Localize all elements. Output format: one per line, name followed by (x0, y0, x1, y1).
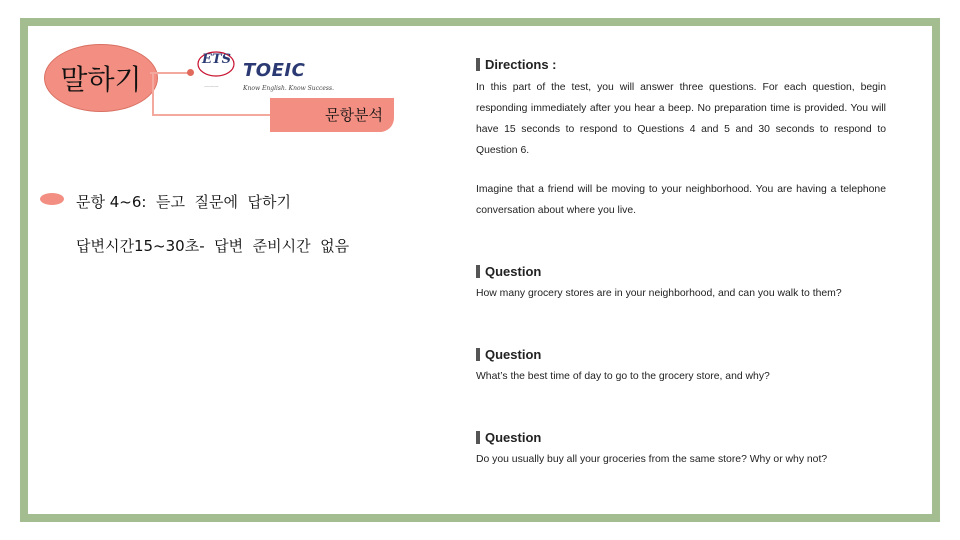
toeic-logo: TOEIC (243, 60, 306, 81)
section-badge: 말하기 (44, 44, 158, 112)
bullet-icon (40, 193, 64, 205)
ets-logo-subtext: ㅡㅡㅡ (204, 85, 219, 91)
question-title: Question (485, 430, 542, 445)
directions-section (476, 57, 886, 161)
question-text: Do you usually buy all your groceries from the same store? Why or why not? (476, 454, 828, 465)
heading-bar-icon (476, 348, 480, 361)
directions-heading (476, 57, 886, 72)
question-heading (476, 264, 886, 279)
question-text: How many grocery stores are in your neighborhood, and can you walk to them? (476, 288, 842, 299)
question-block (476, 347, 886, 387)
heading-bar-icon (476, 58, 480, 71)
question-title: Question (485, 264, 542, 279)
directions-title: Directions : (485, 57, 557, 72)
item-description: 문항 4~6: 듣고 질문에 답하기 (76, 193, 291, 211)
question-title: Question (485, 347, 542, 362)
question-text: What’s the best time of day to go to the grocery store, and why? (476, 371, 770, 382)
analysis-tab-label: 문항분석 (325, 106, 383, 124)
toeic-tagline: Know English. Know Success. (243, 85, 334, 92)
connector-line-vertical (152, 74, 154, 116)
question-block (476, 430, 886, 470)
question-heading (476, 430, 886, 445)
heading-bar-icon (476, 431, 480, 444)
scenario-section (476, 179, 886, 221)
connector-line-lower (152, 114, 274, 116)
connector-line (150, 72, 190, 74)
directions-text: In this part of the test, you will answer three questions. For each question, begin responding immediately after you hear a beep. No preparation time is provided. You will have 15 seconds to respond to Questions 4 and 5 and 30 seconds to respond to Question 6. (476, 82, 886, 156)
question-block (476, 264, 886, 304)
heading-bar-icon (476, 265, 480, 278)
question-heading (476, 347, 886, 362)
connector-dot (187, 69, 194, 76)
scenario-text: Imagine that a friend will be moving to your neighborhood. You are having a telephone conversation about where you live. (476, 184, 886, 216)
time-description: 답변시간15~30초- 답변 준비시간 없음 (76, 237, 350, 255)
ets-logo-text: ETS (202, 52, 231, 67)
